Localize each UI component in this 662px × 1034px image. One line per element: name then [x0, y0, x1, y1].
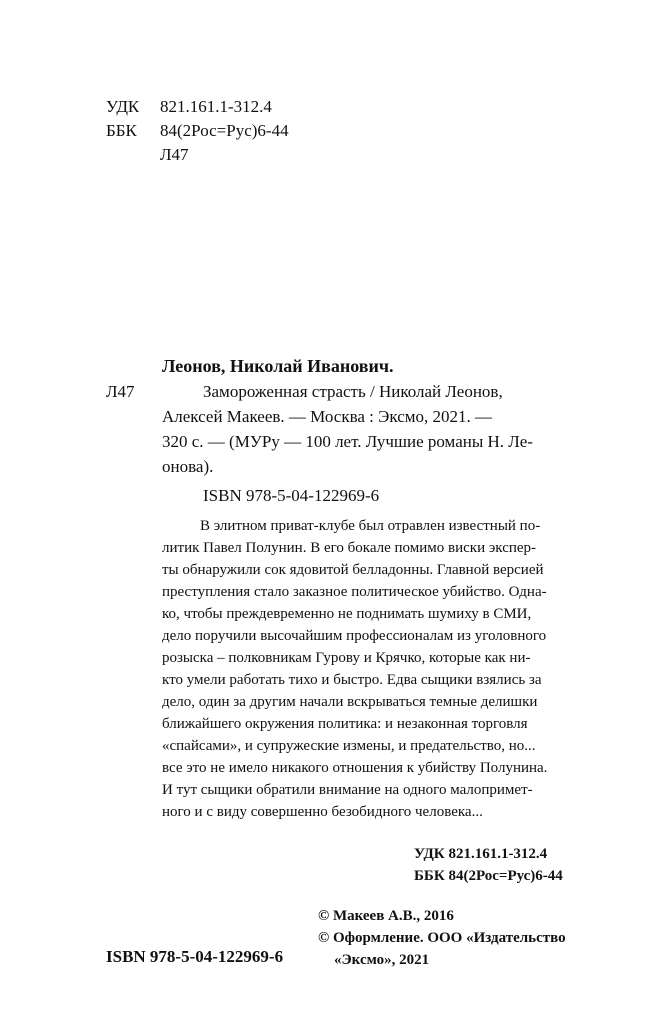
bbk-value: 84(2Рос=Рус)6-44	[160, 121, 289, 140]
record-line-3: 320 с. — (МУРу — 100 лет. Лучшие романы Н. Ле-	[162, 432, 533, 451]
bbk-bottom: ББК 84(2Рос=Рус)6-44	[414, 868, 563, 884]
copyright-line-3: «Эксмо», 2021	[334, 952, 430, 968]
annotation-line: ты обнаружили сок ядовитой белладонны. Главной версией	[162, 562, 544, 578]
copyright-line-1: © Макеев А.В., 2016	[318, 908, 454, 924]
record-line-4: онова).	[162, 457, 214, 476]
annotation-line: ного и с виду совершенно безобидного человека...	[162, 804, 483, 820]
record-mark: Л47	[106, 382, 135, 401]
annotation-line: ближайшего окружения политика: и незаконная торговля	[162, 716, 528, 732]
bbk-label: ББК	[106, 121, 137, 140]
udk-label: УДК	[106, 97, 140, 116]
annotation-line: И тут сыщики обратили внимание на одного малопримет-	[162, 782, 533, 798]
annotation-line: дело, один за другим начали вскрываться темные делишки	[162, 694, 538, 710]
annotation-line: ко, чтобы преждевременно не поднимать шумиху в СМИ,	[162, 606, 532, 622]
annotation-line: розыска – полковникам Гурову и Крячко, которые как ни-	[162, 650, 531, 666]
annotation-line: В элитном приват-клубе был отравлен известный по-	[200, 518, 541, 534]
copyright-line-2: © Оформление. ООО «Издательство	[318, 930, 566, 946]
classification-block-top	[106, 95, 306, 167]
record-line-1: Замороженная страсть / Николай Леонов,	[203, 382, 503, 401]
isbn-bottom: ISBN 978-5-04-122969-6	[106, 947, 284, 966]
record-isbn: ISBN 978-5-04-122969-6	[203, 486, 380, 505]
annotation-line: кто умели работать тихо и быстро. Едва сыщики взялись за	[162, 672, 542, 688]
annotation-line: «спайсами», и супружеские измены, и предательство, но...	[162, 738, 536, 754]
udk-value: 821.161.1-312.4	[160, 97, 272, 116]
annotation-line: литик Павел Полунин. В его бокале помимо виски экспер-	[162, 540, 537, 556]
record-line-2: Алексей Макеев. — Москва : Эксмо, 2021. —	[162, 407, 493, 426]
annotation-line: дело поручили высочайшим профессионалам из уголовного	[162, 628, 547, 644]
author-heading: Леонов, Николай Иванович.	[162, 356, 394, 376]
author-mark: Л47	[160, 145, 189, 164]
udk-bottom: УДК 821.161.1-312.4	[414, 846, 548, 862]
annotation-line: преступления стало заказное политическое убийство. Одна-	[162, 584, 547, 600]
annotation-line: все это не имело никакого отношения к убийству Полунина.	[162, 760, 548, 776]
